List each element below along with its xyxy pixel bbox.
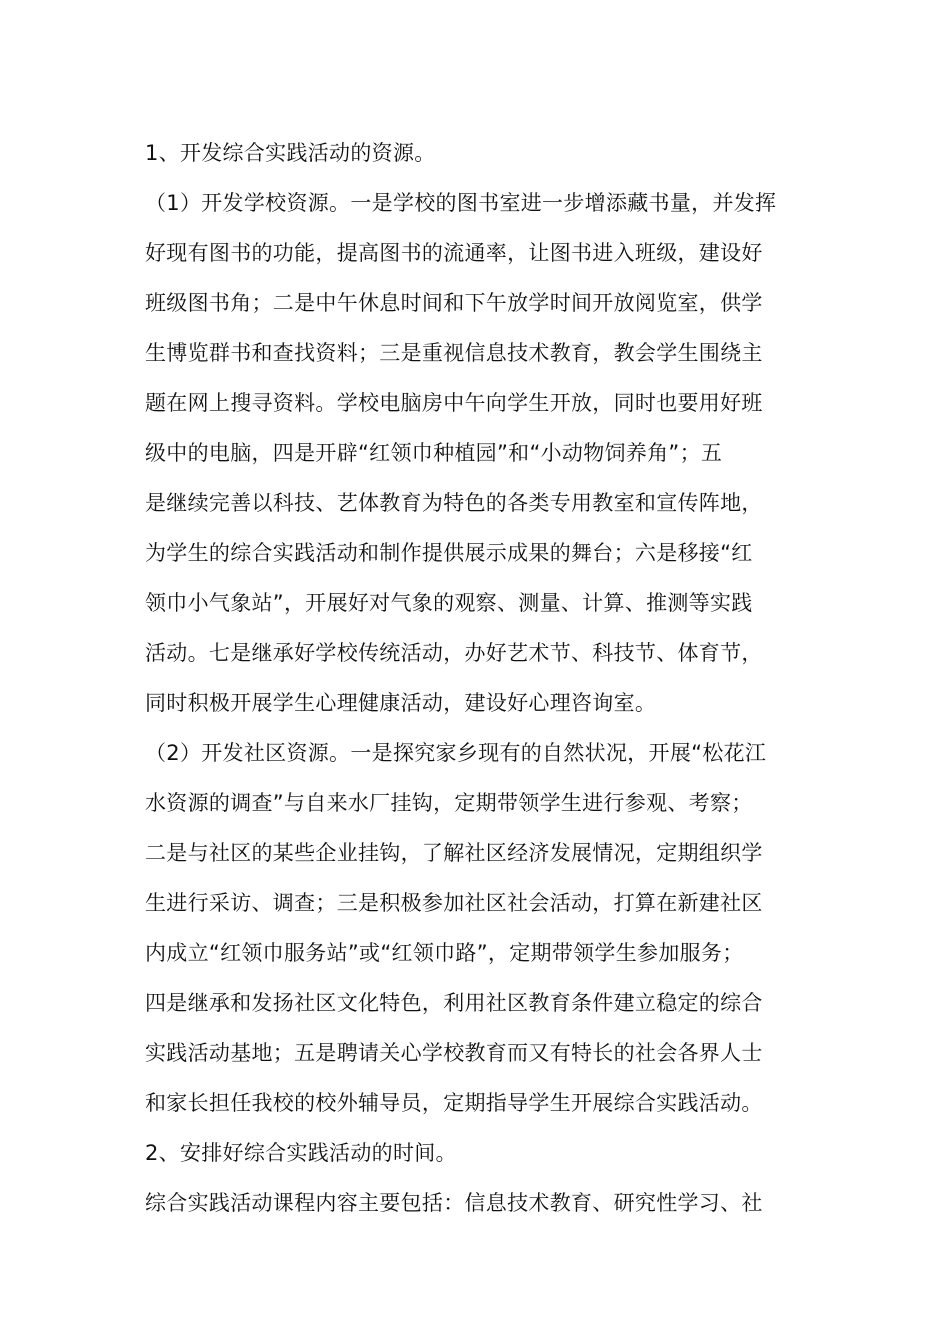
paragraph-line: 同时积极开展学生心理健康活动，建设好心理咨询室。 [145, 691, 657, 715]
paragraph-line: 题在网上搜寻资料。学校电脑房中午向学生开放，同时也要用好班 [145, 391, 763, 415]
paragraph-line: 班级图书角；二是中午休息时间和下午放学时间开放阅览室，供学 [145, 291, 763, 315]
paragraph-line: 四是继承和发扬社区文化特色，利用社区教育条件建立稳定的综合 [145, 991, 763, 1015]
heading-resources: 1、开发综合实践活动的资源。 [145, 141, 436, 165]
paragraph-line: 领巾小气象站”，开展好对气象的观察、测量、计算、推测等实践 [145, 591, 753, 615]
paragraph-line: 综合实践活动课程内容主要包括：信息技术教育、研究性学习、社 [145, 1191, 763, 1215]
paragraph-line: 生进行采访、调查；三是积极参加社区社会活动，打算在新建社区 [145, 891, 763, 915]
paragraph-line: 级中的电脑，四是开辟“红领巾种植园”和“小动物饲养角”；五 [145, 441, 723, 465]
paragraph-line: 实践活动基地；五是聘请关心学校教育而又有特长的社会各界人士 [145, 1041, 763, 1065]
paragraph-line: 为学生的综合实践活动和制作提供展示成果的舞台；六是移接“红 [145, 541, 753, 565]
paragraph-line: 内成立“红领巾服务站”或“红领巾路”，定期带领学生参加服务； [145, 941, 744, 965]
paragraph-line: 是继续完善以科技、艺体教育为特色的各类专用教室和宣传阵地， [145, 491, 763, 515]
document-body [145, 128, 825, 1228]
paragraph-line: （1）开发学校资源。一是学校的图书室进一步增添藏书量，并发挥 [145, 191, 777, 215]
paragraph-line: 好现有图书的功能，提高图书的流通率，让图书进入班级，建设好 [145, 241, 763, 265]
paragraph-line: （2）开发社区资源。一是探究家乡现有的自然状况，开展“松花江 [145, 741, 767, 765]
heading-schedule: 2、安排好综合实践活动的时间。 [145, 1141, 457, 1165]
paragraph-line: 水资源的调查”与自来水厂挂钩，定期带领学生进行参观、考察； [145, 791, 753, 815]
paragraph-line: 活动。七是继承好学校传统活动，办好艺术节、科技节、体育节， [145, 641, 763, 665]
paragraph-line: 和家长担任我校的校外辅导员，定期指导学生开展综合实践活动。 [145, 1091, 763, 1115]
paragraph-line: 二是与社区的某些企业挂钩，了解社区经济发展情况，定期组织学 [145, 841, 763, 865]
paragraph-line: 生博览群书和查找资料；三是重视信息技术教育，教会学生围绕主 [145, 341, 763, 365]
